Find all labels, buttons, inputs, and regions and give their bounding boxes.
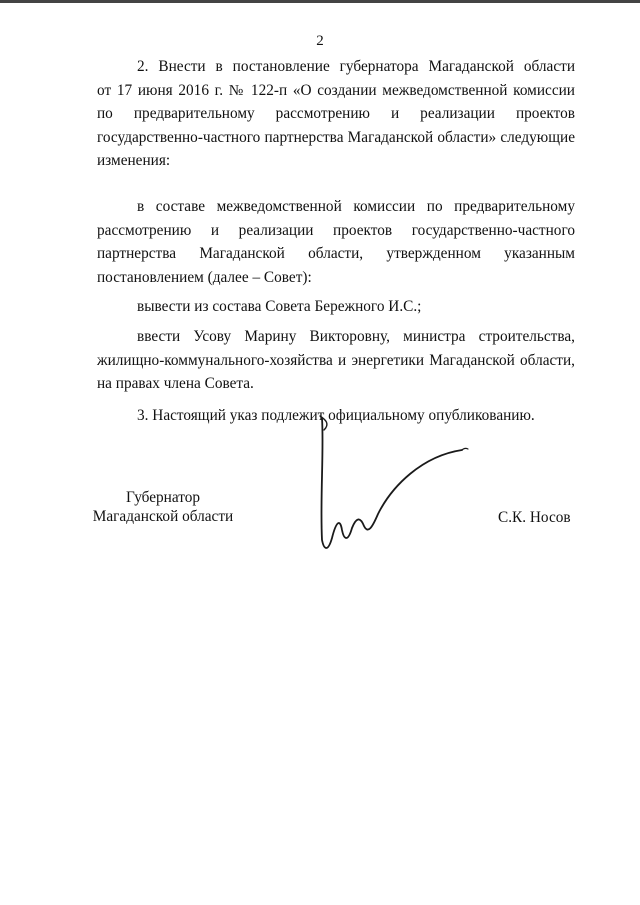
text-line: по предварительному рассмотрению и реализации проектов [97, 105, 575, 122]
paragraph-composition [97, 195, 575, 289]
text-line: изменения: [97, 152, 171, 169]
text-line: постановлением (далее – Совет): [97, 268, 312, 286]
text-line: 2. Внести в постановление губернатора Магаданской области [137, 58, 575, 75]
text-line: рассмотрению и реализации проектов государственно-частного [97, 221, 575, 239]
signatory-title-line-1: Губернатор [125, 489, 201, 506]
text-line: в составе межведомственной комиссии по предварительному [137, 198, 575, 215]
paragraph-add-member [97, 325, 575, 396]
paragraph-remove-member [97, 295, 575, 319]
page-number: 2 [316, 33, 324, 49]
paragraph-2 [97, 55, 575, 173]
text-line: ввести Усову Марину Викторовну, министра строительства, [137, 328, 575, 345]
text-line: на правах члена Совета. [97, 375, 254, 392]
text-line: партнерства Магаданской области, утвержденном указанным [97, 245, 575, 262]
top-border [0, 0, 640, 3]
signatory-title [92, 488, 234, 526]
handwritten-signature [312, 410, 472, 560]
signatory-title-line-2: Магаданской области [92, 508, 234, 525]
text-line: вывести из состава Совета Бережного И.С.; [137, 298, 422, 315]
text-line: от 17 июня 2016 г. № 122-п «О создании межведомственной комиссии [97, 81, 575, 99]
text-line: государственно-частного партнерства Магаданской области» следующие [97, 128, 575, 146]
signatory-name: С.К. Носов [498, 509, 571, 526]
text-line: жилищно-коммунального-хозяйства и энергетики Магаданской области, [97, 351, 575, 369]
text-line: 3. Настоящий указ подлежит официальному опубликованию. [137, 407, 535, 424]
